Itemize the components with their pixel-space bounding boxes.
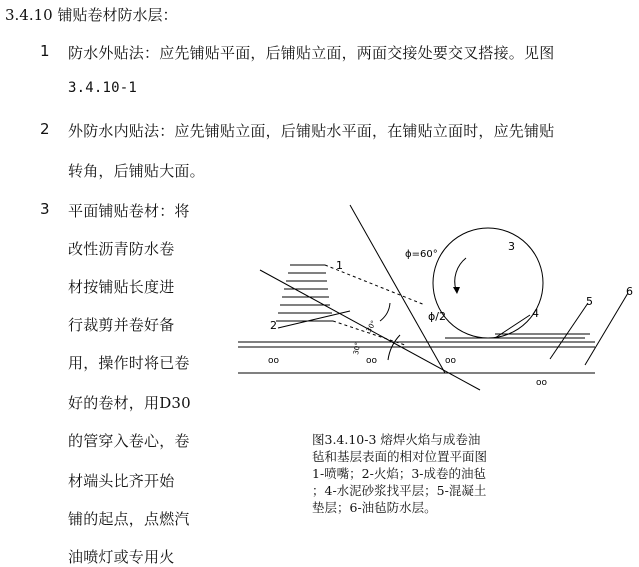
- dots-2: oo: [366, 356, 378, 366]
- leader-4: [495, 315, 530, 338]
- label-angle-small: 30°: [352, 341, 363, 356]
- leader-2: [278, 311, 350, 328]
- label-angle-30: 30°: [364, 319, 378, 334]
- item-3-line-9: 铺的起点，点燃汽: [68, 510, 190, 528]
- label-phi60: ϕ=60°: [405, 249, 438, 260]
- figure-caption-line-1: 图3.4.10-3 熔焊火焰与成卷油: [312, 432, 481, 447]
- item-3-line-2: 改性沥青防水卷: [68, 240, 175, 258]
- item-1-line-1: 防水外贴法：应先铺贴平面，后铺贴立面，两面交接处要交叉搭接。见图: [68, 44, 555, 62]
- item-number-1: 1: [40, 42, 50, 60]
- torch-roll-diagram: [230, 195, 635, 405]
- item-3-line-5: 用，操作时将已卷: [68, 354, 190, 372]
- item-3-line-10: 油喷灯或专用火: [68, 548, 175, 566]
- rotation-arrowhead: [453, 287, 460, 294]
- item-1-line-2: 3.4.10-1: [68, 80, 138, 96]
- rotation-arrow: [455, 258, 466, 290]
- item-3-line-4: 行裁剪并卷好备: [68, 316, 175, 334]
- tangent-line: [350, 205, 445, 373]
- label-phi2: ϕ/2: [428, 310, 446, 323]
- item-number-3: 3: [40, 200, 50, 218]
- dots-1: oo: [268, 356, 280, 366]
- item-3-line-7: 的管穿入卷心，卷: [68, 432, 190, 450]
- dots-4: oo: [536, 378, 548, 388]
- item-3-line-3: 材按铺贴长度进: [68, 278, 175, 296]
- figure-caption-line-5: 垫层；6-油毡防水层。: [312, 500, 437, 515]
- figure-caption-line-4: ；4-水泥砂浆找平层；5-混凝土: [312, 483, 487, 498]
- label-4: 4: [532, 307, 539, 320]
- leader-5: [550, 303, 588, 359]
- item-number-2: 2: [40, 120, 50, 138]
- label-6: 6: [626, 285, 633, 298]
- figure-caption-line-3: 1-喷嘴；2-火焰；3-成卷的油毡: [312, 466, 487, 481]
- item-2-line-2: 转角，后铺贴大面。: [68, 162, 205, 180]
- item-2-line-1: 外防水内贴法：应先铺贴立面，后铺贴水平面，在铺贴立面时，应先铺贴: [68, 122, 555, 140]
- label-2: 2: [270, 319, 277, 332]
- dots-3: oo: [445, 356, 457, 366]
- section-heading: 3.4.10 铺贴卷材防水层：: [5, 6, 178, 24]
- label-3: 3: [508, 240, 515, 253]
- angle-arc-1: [380, 303, 390, 321]
- label-1: 1: [336, 259, 343, 272]
- nozzle-hatch: [276, 265, 333, 321]
- label-5: 5: [586, 295, 593, 308]
- item-3-line-8: 材端头比齐开始: [68, 472, 175, 490]
- roll-circle: [433, 228, 543, 338]
- figure-caption-line-2: 毡和基层表面的相对位置平面图: [312, 449, 488, 464]
- item-3-line-6: 好的卷材，用D30: [68, 394, 191, 412]
- item-3-line-1: 平面铺贴卷材：将: [68, 202, 190, 220]
